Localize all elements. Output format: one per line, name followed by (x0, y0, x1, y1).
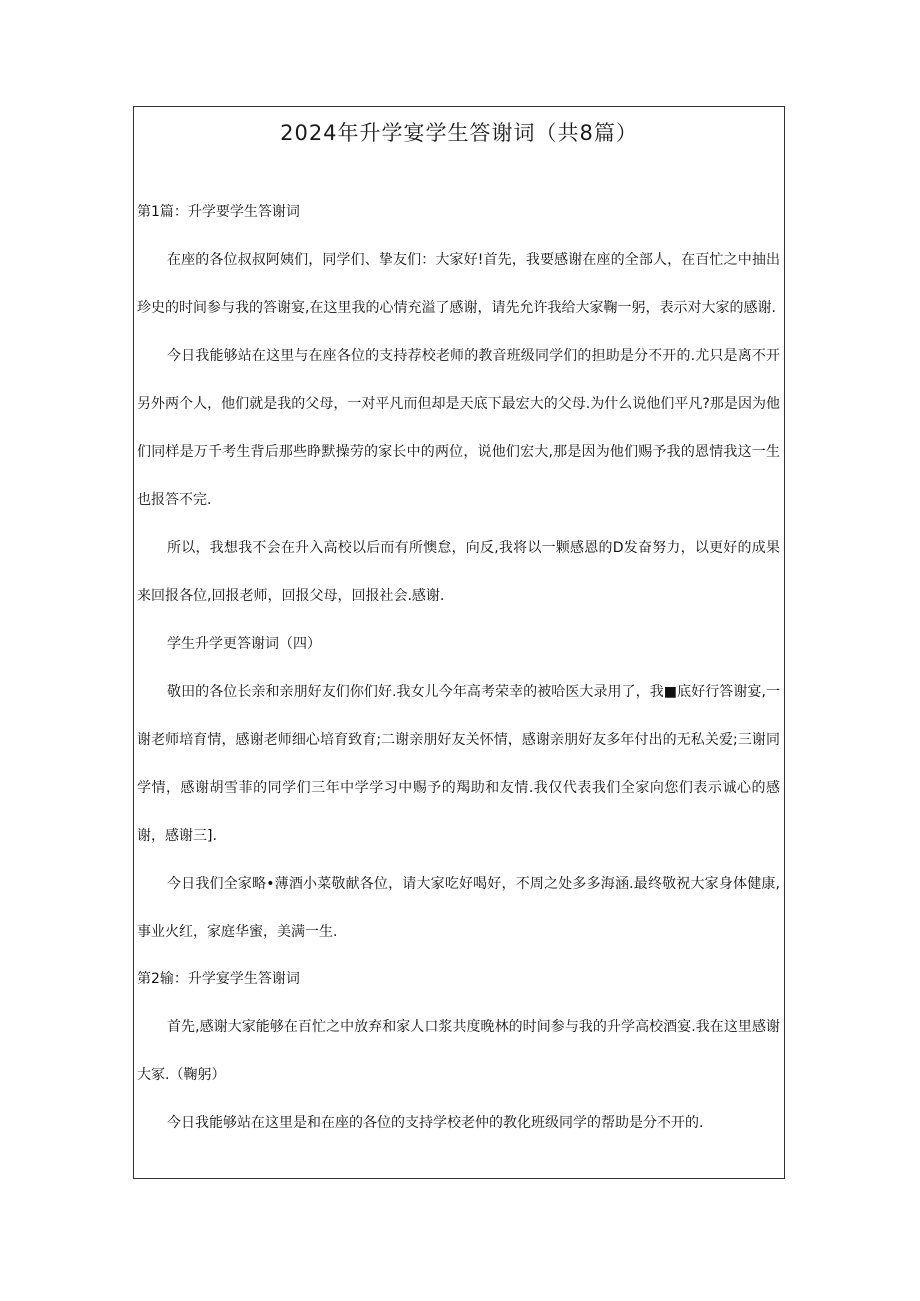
section-1-paragraph-3: 所以，我想我不会在升入高校以后而有所懊怠，向反,我将以一颗感恩的D发奋努力，以更好的成果来回报各位,回报老师，回报父母，回报社会.感谢. (137, 540, 780, 604)
section-1-paragraph-1: 在座的各位叔叔阿姨们，同学们、挚友们：大家好!首先，我要感谢在座的全部人，在百忙之中抽出珍史的时间参与我的答谢宴,在这里我的心情充溢了感谢，请先允许我给大家鞠一躬，表示对大家的感谢. (137, 252, 780, 316)
section-1-paragraph-2: 今日我能够站在这里与在座各位的支持荐校老师的教音班级同学们的担助是分不开的.尤只是离不开另外两个人，他们就是我的父母，一对平凡而但却是天底下最宏大的父母.为什么说他们平凡?那是因为他们同样是万千考生背后那些睁默操劳的家长中的两位，说他们宏大,那是因为他们赐予我的恩情我这一生也报答不完. (137, 348, 780, 508)
section-2-heading: 第2输：升学宴学生答谢词 (137, 971, 300, 987)
section-1-sub-paragraph-1: 敬田的各位长亲和亲朋好友们你们好.我女儿今年高考荣幸的被哈医大录用了，我■底好行答谢宴,一谢老师培育情，感谢老师细心培育致育;二谢亲朋好友关怀情，感谢亲朋好友多年付出的无私关爱;三谢同学情，感谢胡雪菲的同学们三年中学学习中赐予的羯助和友情.我仅代表我们全家向您们表示诚心的感谢，感谢三]. (137, 684, 780, 844)
section-2-paragraph-1: 首先,感谢大家能够在百忙之中放弃和家人口浆共度晚林的时间参与我的升学高校酒宴.我在这里感谢大冢.（鞠躬） (137, 1019, 780, 1083)
section-1-sub-paragraph-2: 今日我们全家略•薄酒小菜敬献各位，请大家吃好喝好，不周之处多多海涵.最终敬祝大家身体健康,事业火红，家庭华蜜，美满一生. (137, 876, 780, 940)
section-2-paragraph-2: 今日我能够站在这里是和在座的各位的支持学校老仲的教化班级同学的帮助是分不开的. (167, 1115, 704, 1131)
section-1-sub-heading: 学生升学更答谢词（四） (167, 636, 321, 652)
document-page (133, 106, 785, 1179)
document-title: 2024年升学宴学生答谢词（共8篇） (280, 121, 638, 145)
section-1-heading: 第1篇：升学要学生答谢词 (137, 204, 300, 220)
